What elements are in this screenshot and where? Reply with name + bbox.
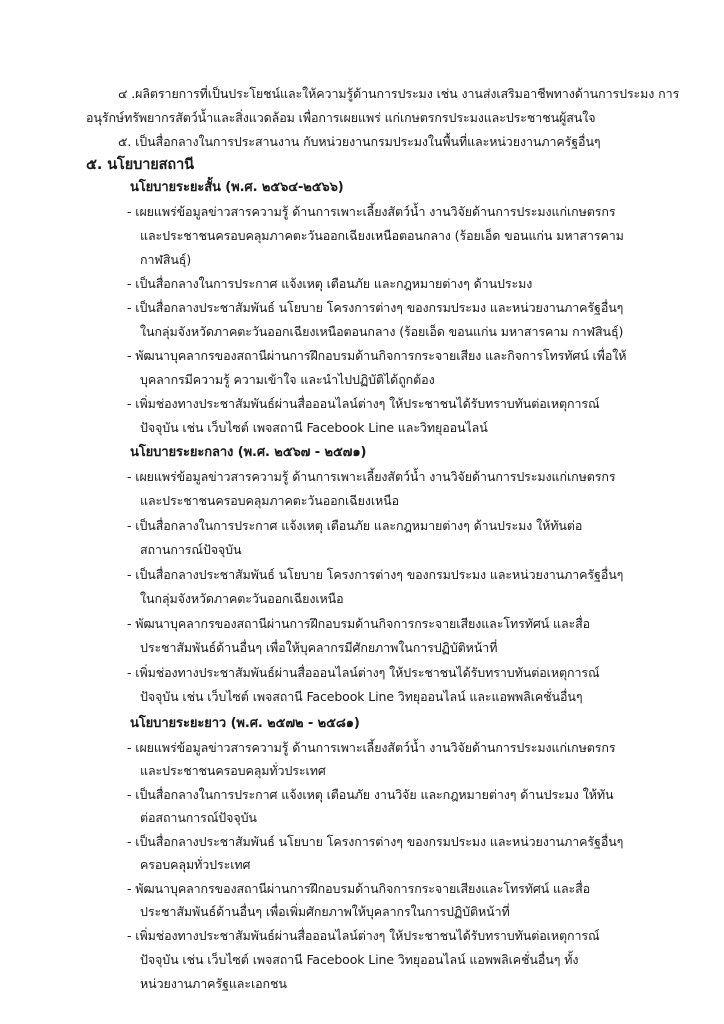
short-term-bullet-2-line-1: - เป็นสื่อกลางในการประกาศ แจ้งเหตุ เตือนภัย และกฎหมายต่างๆ ด้านประมง — [127, 276, 533, 291]
long-term-heading: นโยบายระยะยาว (พ.ศ. ๒๕๗๒ - ๒๕๘๑) — [130, 716, 360, 731]
section-title: ๕. นโยบายสถานี — [86, 157, 194, 173]
short-term-bullet-4-line-1: - พัฒนาบุคลากรของสถานีผ่านการฝึกอบรมด้านกิจการกระจายเสียง และกิจการโทรทัศน์ เพื่อให้ — [127, 348, 627, 363]
intro-item4-line2: อนุรักษ์ทรัพยากรสัตว์น้ำและสิ่งแวดล้อม เพื่อการเผยแพร่ แก่เกษตรกรประมงและประชาชนผู้สนใจ — [86, 110, 596, 125]
mid-term-bullet-2-line-2: สถานการณ์ปัจจุบัน — [140, 542, 242, 557]
mid-term-bullet-5-line-2: ปัจจุบัน เช่น เว็บไซต์ เพจสถานี Facebook Line วิทยุออนไลน์ และแอพพลิเคชั่นอื่นๆ — [140, 689, 583, 704]
mid-term-bullet-3-line-1: - เป็นสื่อกลางประชาสัมพันธ์ นโยบาย โครงการต่างๆ ของกรมประมง และหน่วยงานภาครัฐอื่นๆ — [127, 567, 624, 582]
long-term-bullet-4-line-2: ประชาสัมพันธ์ด้านอื่นๆ เพื่อเพิ่มศักยภาพให้บุคลากรในการปฏิบัติหน้าที่ — [140, 904, 510, 919]
short-term-bullet-1-line-1: - เผยแพร่ข้อมูลข่าวสารความรู้ ด้านการเพาะเลี้ยงสัตว์น้ำ งานวิจัยด้านการประมงแก่เกษตรกร — [127, 204, 616, 219]
long-term-bullet-5-line-2: ปัจจุบัน เช่น เว็บไซต์ เพจสถานี Facebook Line วิทยุออนไลน์ แอพพลิเคชั่นอื่นๆ ทั้ง — [140, 952, 579, 967]
intro-item5: ๕. เป็นสื่อกลางในการประสานงาน กับหน่วยงานกรมประมงในพื้นที่และหน่วยงานภาครัฐอื่นๆ — [118, 134, 601, 149]
long-term-bullet-2-line-2: ต่อสถานการณ์ปัจจุบัน — [140, 810, 257, 825]
mid-term-bullet-4-line-2: ประชาสัมพันธ์ด้านอื่นๆ เพื่อให้บุคลากรมีศักยภาพในการปฏิบัติหน้าที่ — [140, 640, 498, 655]
long-term-bullet-3-line-2: ครอบคลุมทั่วประเทศ — [140, 857, 251, 872]
short-term-bullet-4-line-2: บุคลากรมีความรู้ ความเข้าใจ และนำไปปฏิบัติได้ถูกต้อง — [140, 372, 435, 387]
short-term-bullet-5-line-1: - เพิ่มช่องทางประชาสัมพันธ์ผ่านสื่อออนไลน์ต่างๆ ให้ประชาชนได้รับทราบทันต่อเหตุการณ์ — [127, 396, 600, 411]
intro-item4-line1: ๔ .ผลิตรายการที่เป็นประโยชน์และให้ความรู้ด้านการประมง เช่น งานส่งเสริมอาชีพทางด้านการประมง การ — [118, 86, 680, 101]
short-term-bullet-3-line-1: - เป็นสื่อกลางประชาสัมพันธ์ นโยบาย โครงการต่างๆ ของกรมประมง และหน่วยงานภาครัฐอื่นๆ — [127, 300, 624, 315]
mid-term-heading: นโยบายระยะกลาง (พ.ศ. ๒๕๖๗ - ๒๕๗๑) — [130, 445, 367, 460]
mid-term-bullet-1-line-2: และประชาชนครอบคลุมภาคตะวันออกเฉียงเหนือ — [140, 493, 399, 508]
long-term-bullet-2-line-1: - เป็นสื่อกลางในการประกาศ แจ้งเหตุ เตือนภัย งานวิจัย และกฎหมายต่างๆ ด้านประมง ให้ทัน — [127, 787, 614, 802]
mid-term-bullet-1-line-1: - เผยแพร่ข้อมูลข่าวสารความรู้ ด้านการเพาะเลี้ยงสัตว์น้ำ งานวิจัยด้านการประมงแก่เกษตรกร — [127, 469, 616, 484]
long-term-bullet-1-line-1: - เผยแพร่ข้อมูลข่าวสารความรู้ ด้านการเพาะเลี้ยงสัตว์น้ำ งานวิจัยด้านการประมงแก่เกษตรกร — [127, 740, 616, 755]
mid-term-bullet-5-line-1: - เพิ่มช่องทางประชาสัมพันธ์ผ่านสื่อออนไลน์ต่างๆ ให้ประชาชนได้รับทราบทันต่อเหตุการณ์ — [127, 665, 600, 680]
short-term-bullet-1-line-3: กาฬสินธุ์) — [140, 252, 192, 267]
long-term-bullet-5-line-1: - เพิ่มช่องทางประชาสัมพันธ์ผ่านสื่อออนไลน์ต่างๆ ให้ประชาชนได้รับทราบทันต่อเหตุการณ์ — [127, 928, 600, 943]
mid-term-bullet-2-line-1: - เป็นสื่อกลางในการประกาศ แจ้งเหตุ เตือนภัย และกฎหมายต่างๆ ด้านประมง ให้ทันต่อ — [127, 518, 583, 533]
short-term-bullet-5-line-2: ปัจจุบัน เช่น เว็บไซต์ เพจสถานี Facebook Line และวิทยุออนไลน์ — [140, 420, 488, 435]
mid-term-bullet-4-line-1: - พัฒนาบุคลากรของสถานีผ่านการฝึกอบรมด้านกิจการกระจายเสียงและโทรทัศน์ และสื่อ — [127, 616, 591, 631]
short-term-bullet-3-line-2: ในกลุ่มจังหวัดภาคตะวันออกเฉียงเหนือตอนกลาง (ร้อยเอ็ด ขอนแก่น มหาสารคาม กาฬสินธุ์) — [140, 324, 624, 339]
long-term-bullet-1-line-2: และประชาชนครอบคลุมทั่วประเทศ — [140, 763, 326, 778]
short-term-bullet-1-line-2: และประชาชนครอบคลุมภาคตะวันออกเฉียงเหนือตอนกลาง (ร้อยเอ็ด ขอนแก่น มหาสารคาม — [140, 228, 624, 243]
long-term-bullet-4-line-1: - พัฒนาบุคลากรของสถานีผ่านการฝึกอบรมด้านกิจการกระจายเสียงและโทรทัศน์ และสื่อ — [127, 881, 591, 896]
mid-term-bullet-3-line-2: ในกลุ่มจังหวัดภาคตะวันออกเฉียงเหนือ — [140, 591, 344, 606]
long-term-bullet-3-line-1: - เป็นสื่อกลางประชาสัมพันธ์ นโยบาย โครงการต่างๆ ของกรมประมง และหน่วยงานภาครัฐอื่นๆ — [127, 834, 624, 849]
short-term-heading: นโยบายระยะสั้น (พ.ศ. ๒๕๖๔-๒๕๖๖) — [130, 180, 344, 195]
long-term-bullet-5-line-3: หน่วยงานภาครัฐและเอกชน — [140, 976, 287, 991]
